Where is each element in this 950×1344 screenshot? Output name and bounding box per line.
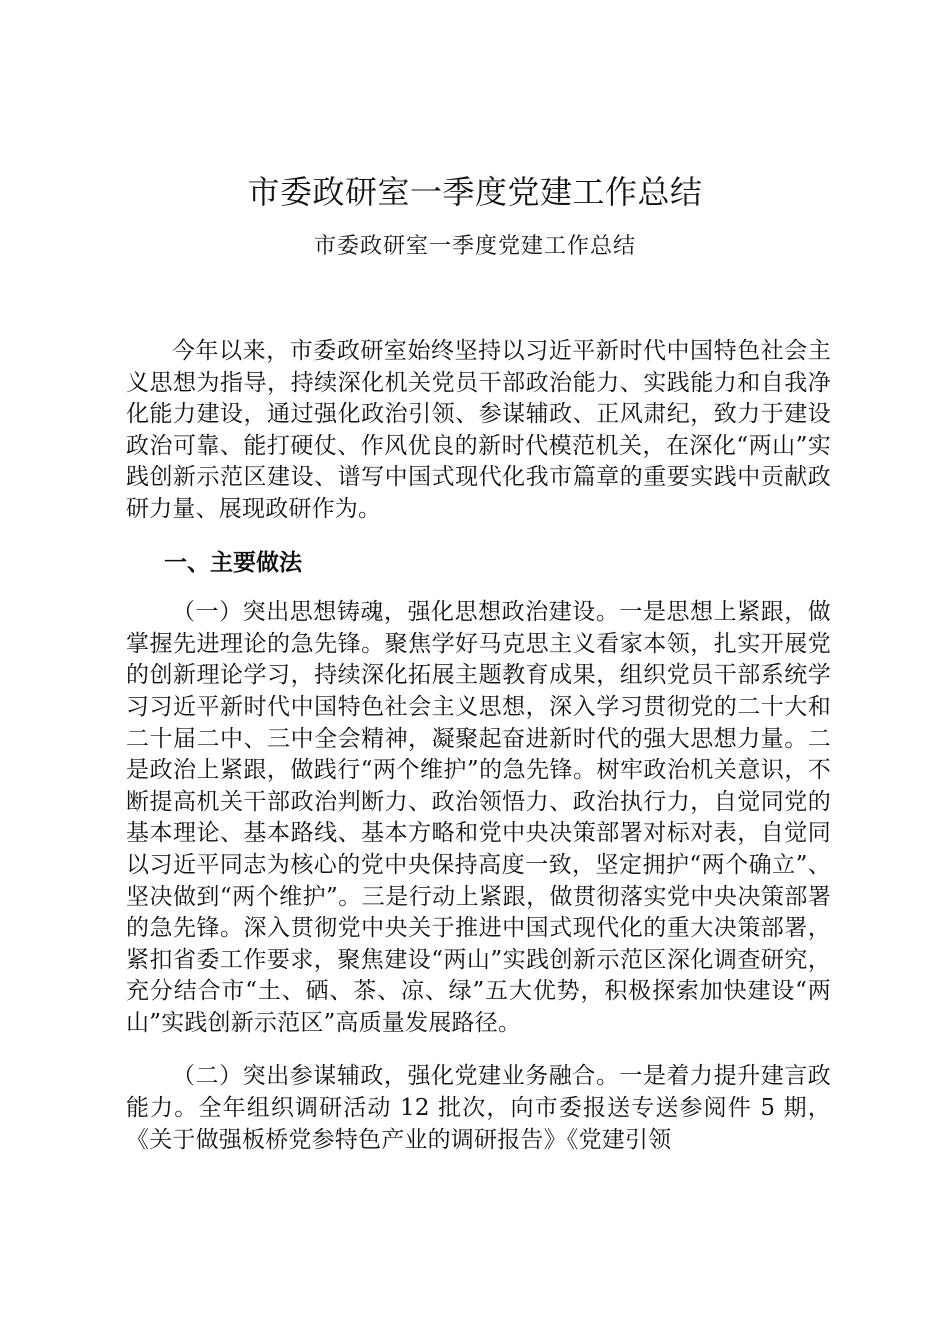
intro-paragraph: 今年以来，市委政研室始终坚持以习近平新时代中国特色社会主义思想为指导，持续深化机关党员干部政治能力、实践能力和自我净化能力建设，通过强化政治引领、参谋辅政、正风肃纪，致力于建设政治可靠、能打硬仗、作风优良的新时代模范机关，在深化“两山”实践创新示范区建设、谱写中国式现代化我市篇章的重要实践中贡献政研力量、展现政研作为。 <box>126 338 831 522</box>
body-paragraph-2: （二）突出参谋辅政，强化党建业务融合。一是着力提升建言政能力。全年组织调研活动 12 批次，向市委报送专送参阅件 5 期，《关于做强板桥党参特色产业的调研报告》《党建引领 <box>126 1063 831 1153</box>
document-title: 市委政研室一季度党建工作总结 <box>247 173 703 211</box>
body-paragraph-1: （一）突出思想铸魂，强化思想政治建设。一是思想上紧跟，做掌握先进理论的急先锋。聚焦学好马克思主义看家本领，扎实开展党的创新理论学习，持续深化拓展主题教育成果，组织党员干部系统学习习近平新时代中国特色社会主义思想，深入学习贯彻党的二十大和二十届二中、三中全会精神，凝聚起奋进新时代的强大思想力量。二是政治上紧跟，做践行“两个维护”的急先锋。树牢政治机关意识，不断提高机关干部政治判断力、政治领悟力、政治执行力，自觉同党的基本理论、基本路线、基本方略和党中央决策部署对标对表，自觉同以习近平同志为核心的党中央保持高度一致，坚定拥护“两个确立”、坚决做到“两个维护”。三是行动上紧跟，做贯彻落实党中央决策部署的急先锋。深入贯彻党中央关于推进中国式现代化的重大决策部署，紧扣省委工作要求，聚焦建设“两山”实践创新示范区深化调查研究，充分结合市“土、硒、茶、凉、绿”五大优势，积极探索加快建设“两山”实践创新示范区”高质量发展路径。 <box>126 599 831 1036</box>
section-heading: 一、主要做法 <box>164 549 302 576</box>
document-subtitle: 市委政研室一季度党建工作总结 <box>313 234 636 259</box>
document-body <box>126 336 831 1156</box>
